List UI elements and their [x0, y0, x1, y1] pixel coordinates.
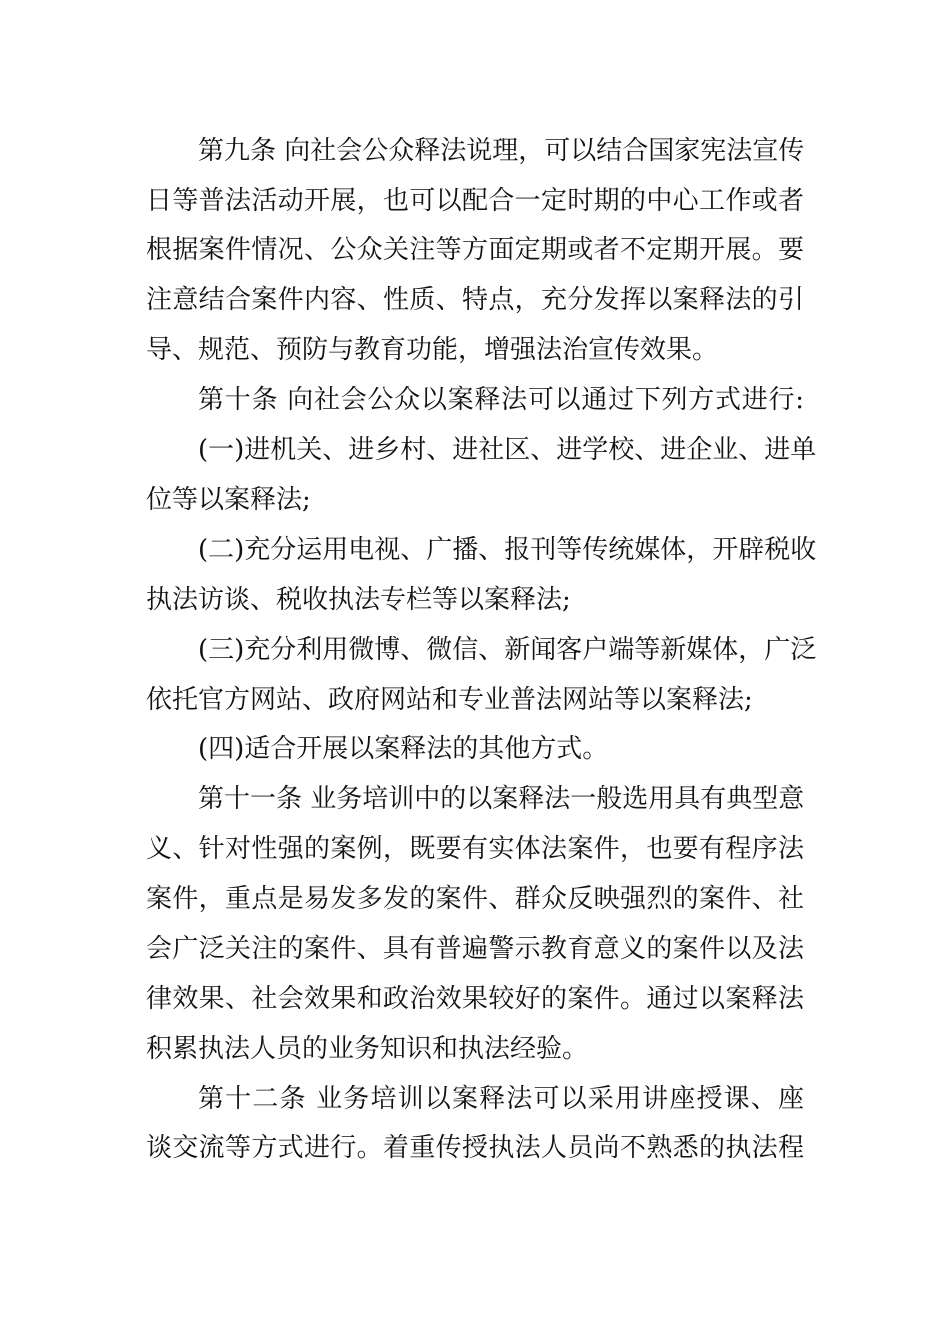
text-line: 案件，重点是易发多发的案件、群众反映强烈的案件、社 — [146, 884, 804, 914]
text-line: 日等普法活动开展，也可以配合一定时期的中心工作或者 — [146, 186, 804, 216]
text-line: 依托官方网站、政府网站和专业普法网站等以案释法; — [146, 685, 753, 715]
text-line: (四)适合开展以案释法的其他方式。 — [198, 734, 609, 764]
text-line: 谈交流等方式进行。着重传授执法人员尚不熟悉的执法程 — [146, 1133, 804, 1163]
text-line: 位等以案释法; — [146, 485, 311, 515]
text-line: 律效果、社会效果和政治效果较好的案件。通过以案释法 — [146, 984, 804, 1014]
text-line: 注意结合案件内容、性质、特点，充分发挥以案释法的引 — [146, 285, 804, 315]
text-line: 第十一条 业务培训中的以案释法一般选用具有典型意 — [198, 784, 805, 814]
text-line: 积累执法人员的业务知识和执法经验。 — [146, 1034, 589, 1064]
text-line: (二)充分运用电视、广播、报刊等传统媒体，开辟税收 — [198, 535, 817, 565]
text-line: 根据案件情况、公众关注等方面定期或者不定期开展。要 — [146, 235, 804, 265]
text-line: 执法访谈、税收执法专栏等以案释法; — [146, 585, 571, 615]
text-line: 义、针对性强的案例，既要有实体法案件，也要有程序法 — [146, 834, 804, 864]
text-line: 会广泛关注的案件、具有普遍警示教育意义的案件以及法 — [146, 934, 804, 964]
text-line: 第十条 向社会公众以案释法可以通过下列方式进行: — [198, 385, 804, 415]
text-line: 导、规范、预防与教育功能，增强法治宣传效果。 — [146, 335, 719, 365]
text-line: 第九条 向社会公众释法说理，可以结合国家宪法宣传 — [198, 136, 805, 166]
text-line: (三)充分利用微博、微信、新闻客户端等新媒体，广泛 — [198, 635, 817, 665]
text-line: (一)进机关、进乡村、进社区、进学校、进企业、进单 — [198, 435, 817, 465]
text-line: 第十二条 业务培训以案释法可以采用讲座授课、座 — [198, 1084, 804, 1114]
